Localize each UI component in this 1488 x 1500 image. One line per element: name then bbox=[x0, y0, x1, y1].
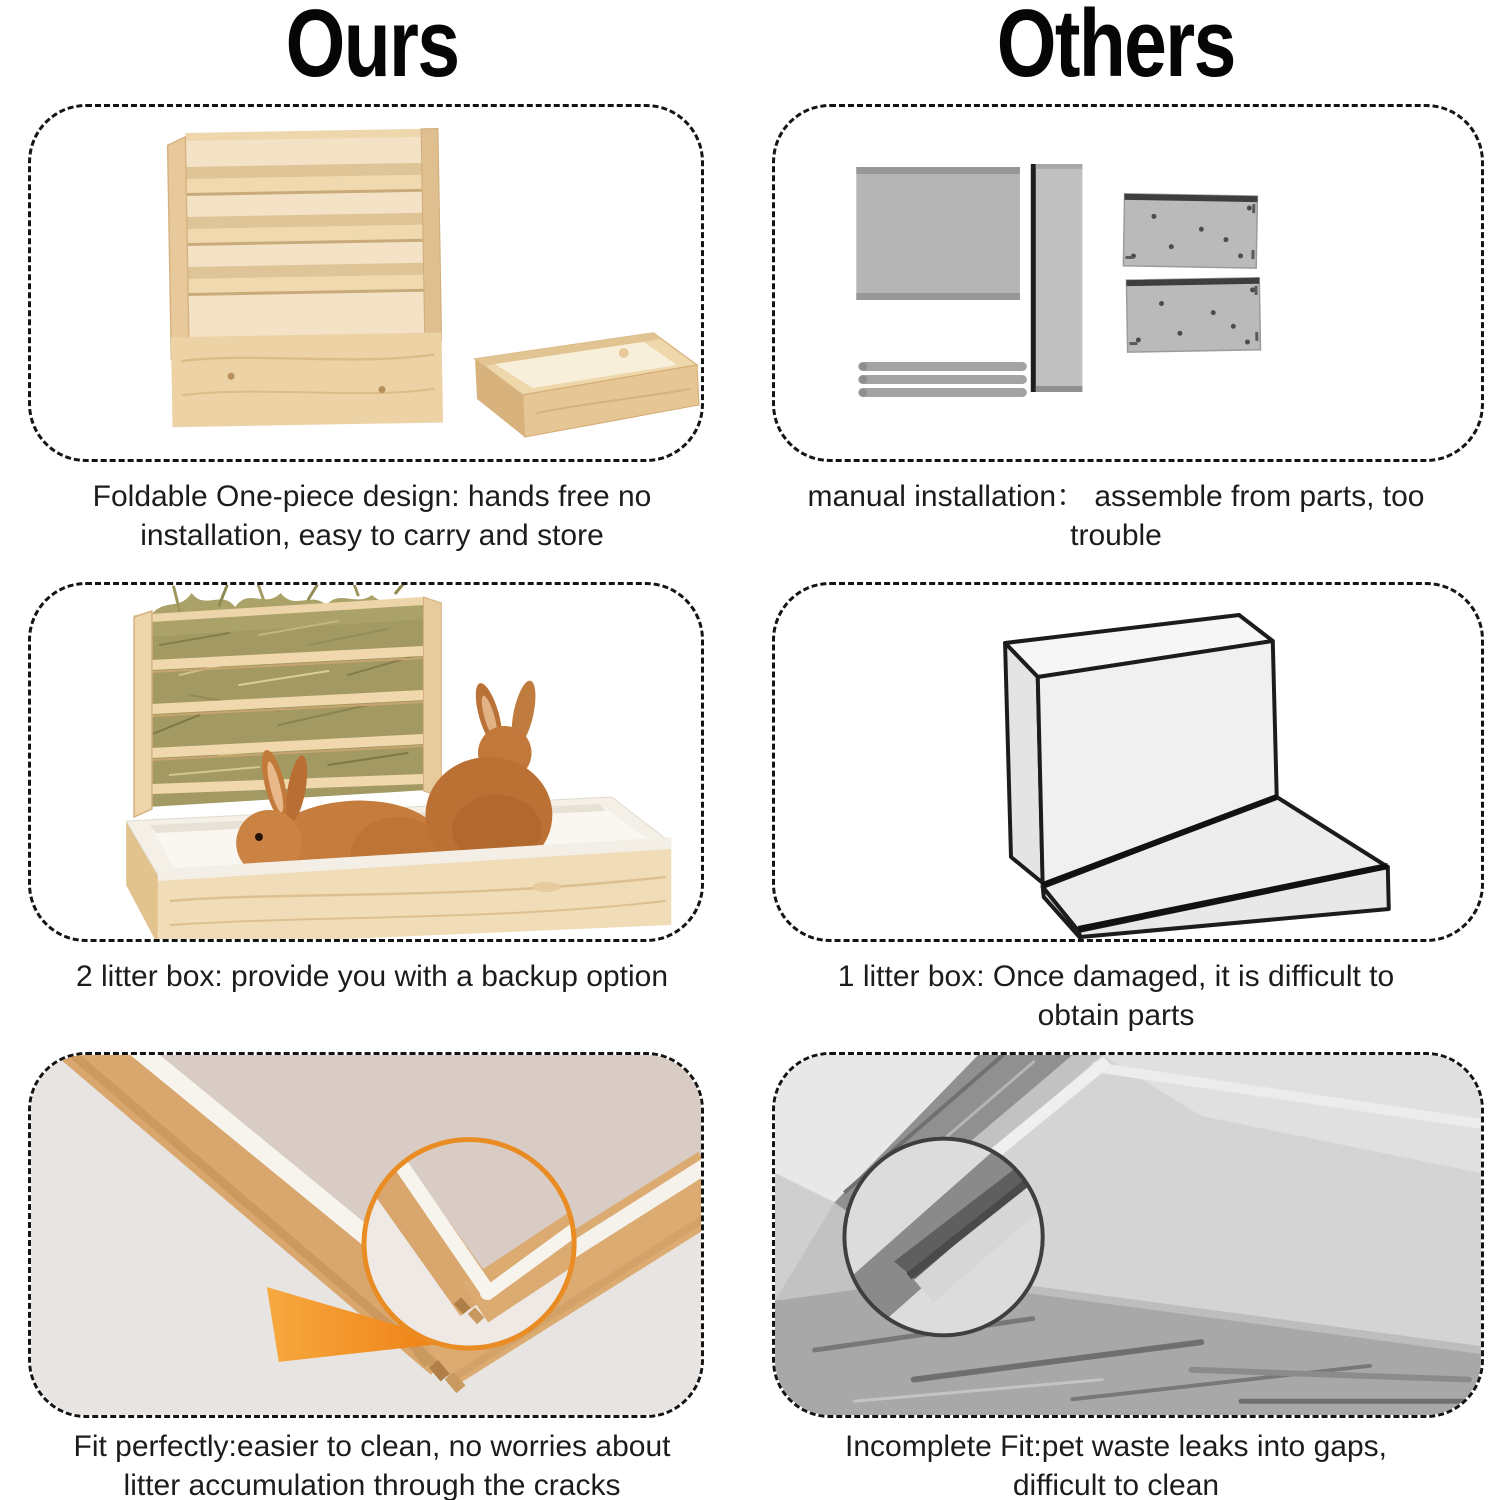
ours-header-text: Ours bbox=[285, 0, 459, 97]
panel-ours-fit-closeup bbox=[28, 1052, 704, 1418]
caption-others-one-box: 1 litter box: Once damaged, it is difficult to obtain parts bbox=[837, 960, 1395, 1032]
ours-header bbox=[0, 0, 744, 97]
others-header-text: Others bbox=[997, 0, 1235, 97]
gap-closeup-grayscale-photo bbox=[775, 1055, 1481, 1415]
panel-others-gap-closeup bbox=[772, 1052, 1484, 1418]
disassembled-parts-illustration bbox=[775, 107, 1481, 459]
caption-ours-fit: Fit perfectly:easier to clean, no worries about litter accumulation through the cracks bbox=[73, 1430, 671, 1500]
hay-feeder-and-tray-illustration bbox=[31, 107, 701, 459]
corner-fit-closeup-photo bbox=[31, 1055, 701, 1415]
caption-ours-two-box: 2 litter box: provide you with a backup option bbox=[75, 960, 669, 993]
panel-others-manual-parts bbox=[772, 104, 1484, 462]
caption-others-manual: manual installation： assemble from parts, too trouble bbox=[807, 480, 1425, 552]
one-piece-box-line-drawing bbox=[775, 585, 1481, 939]
caption-others-gap: Incomplete Fit:pet waste leaks into gaps, difficult to clean bbox=[845, 1430, 1387, 1500]
panel-ours-folded-design bbox=[28, 104, 704, 462]
others-header bbox=[744, 0, 1488, 97]
hay-feeder-with-rabbits-illustration bbox=[31, 585, 701, 939]
rabbit-background bbox=[425, 679, 552, 873]
panel-ours-two-litter-box bbox=[28, 582, 704, 942]
caption-ours-folded: Foldable One-piece design: hands free no installation, easy to carry and store bbox=[92, 480, 652, 552]
panel-others-one-litter-box bbox=[772, 582, 1484, 942]
